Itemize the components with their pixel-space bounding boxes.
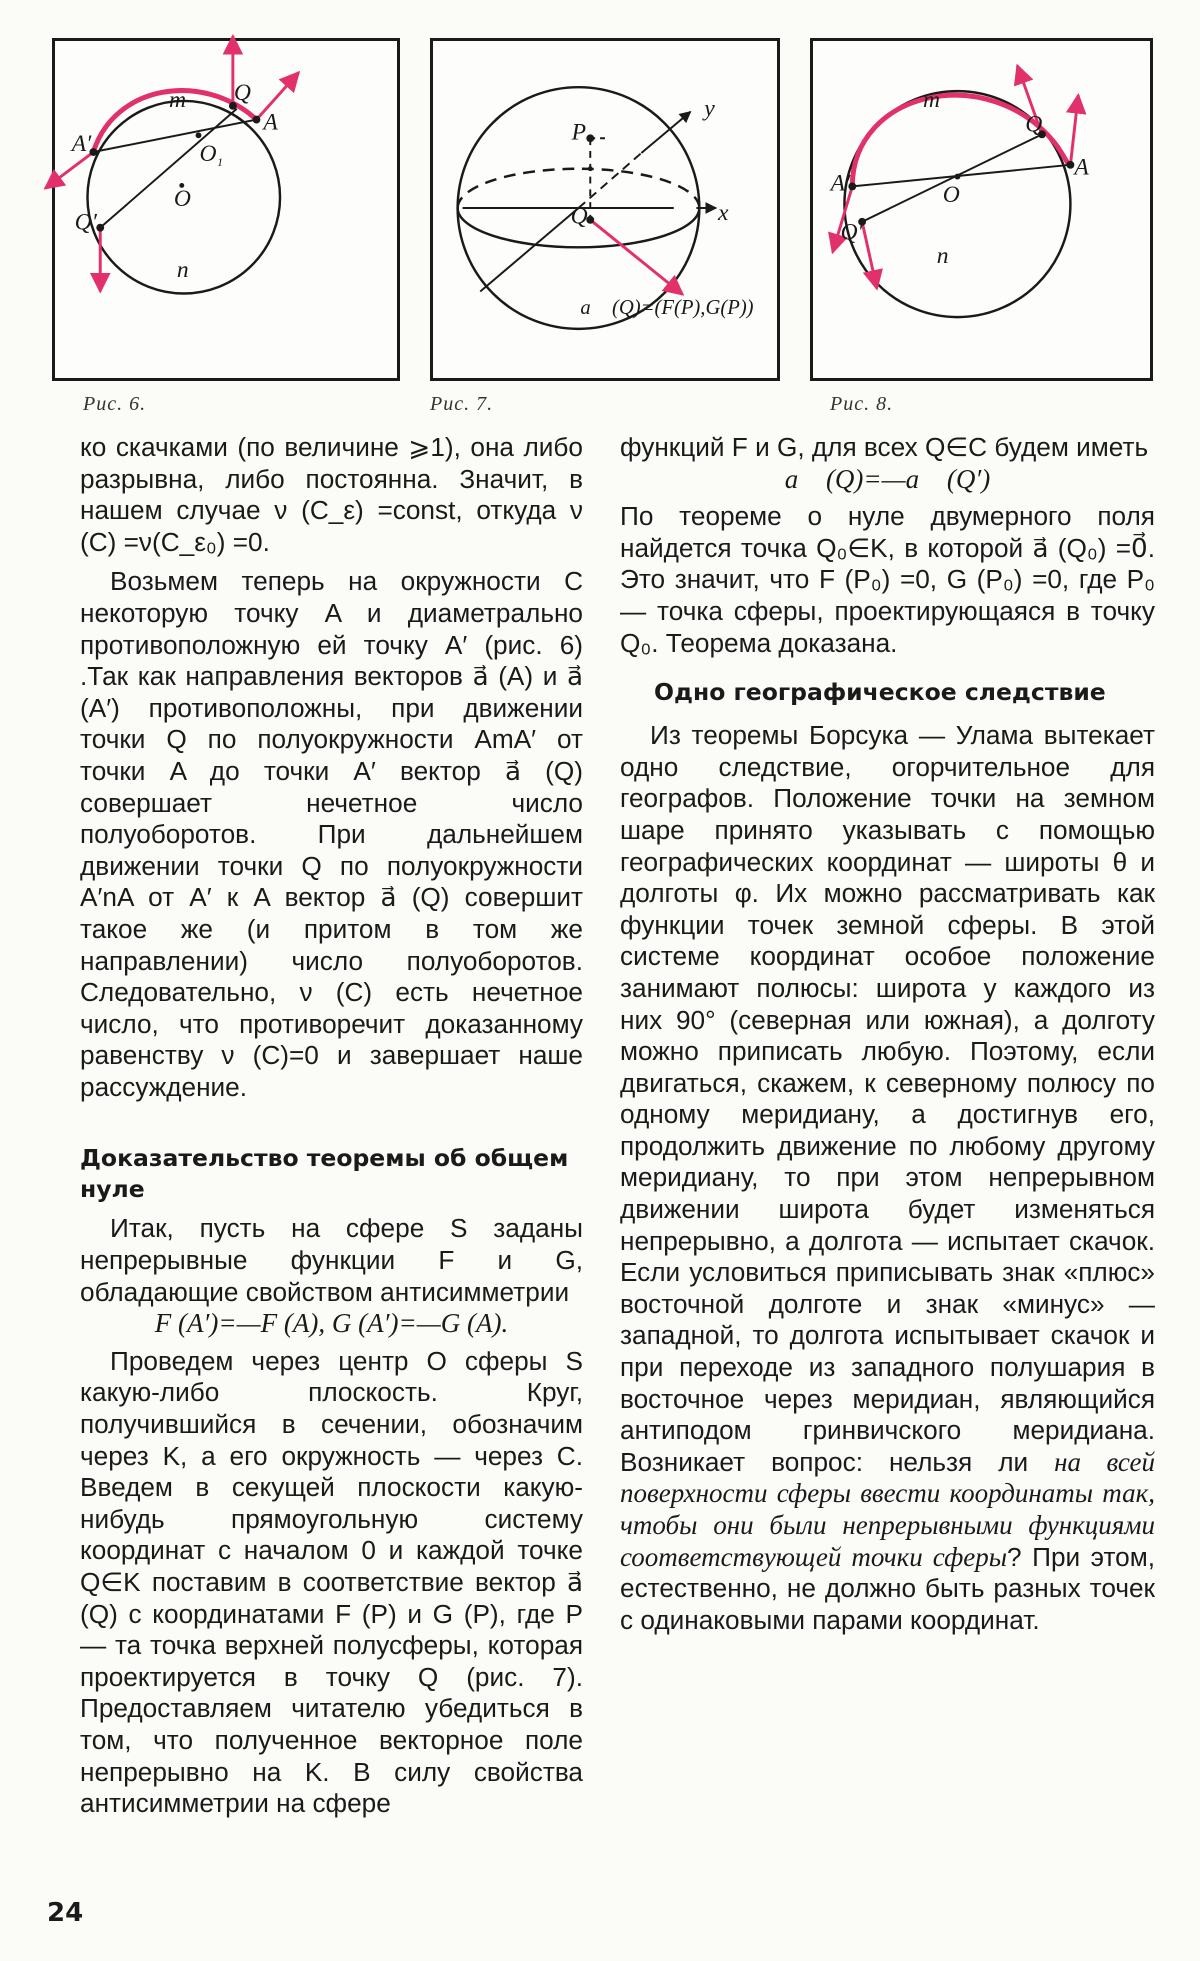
vector-a-prime [45,152,93,188]
label-a-prime: A′ [71,131,92,158]
page-number: 24 [47,1898,84,1928]
label-q-prime: Q′ [74,209,97,236]
label-m: m [923,86,941,113]
right-paragraph-1: функций F и G, для всех Q∈C будем иметь [620,432,1149,462]
right-paragraph-3-end: ? При этом, естественно, не должно быть разных точек с одинаковыми парами координат. [620,1541,1155,1635]
label-o: O [942,182,960,209]
label-q: Q [570,203,588,230]
figure-7-drawing [433,41,777,378]
label-m: m [169,86,187,113]
left-paragraph-1: ко скачками (по величине ⩾1), она либо разрывна, либо постоянна. Значит, в нашем случае ν (C_ε) =const, откуда ν (C) =ν(C_ε₀) =0. [80,432,583,557]
figure-8 [810,38,1153,381]
right-paragraph-3-text: Из теоремы Борсука — Улама вытекает одно следствие, огорчительное для географов. Положение точки на земном шаре принято указывать с помощью географических координат — широты θ и долготы φ. Их можно рассматривать как функции точек земной сферы. В этой системе координат особое положение занимают полюсы: широта у каждого из них 90° (северная или южная), а долготу можно приписать любую. Поэтому, если двигаться, скажем, к северному полюсу по одному меридиану, а достигнув его, продолжить движение по любому другому меридиану, то при этом непрерывном движении широта будет изменяться непрерывно, а долгота — испытает скачок. Если условиться приписывать знак «плюс» восточной долготе и знак «минус» — западной, то долгота испытывает скачок и при переходе из западного полушария в восточное через меридиан, являющийся антиподом гринвичского меридиана. Возникает вопрос: нельзя ли [620,720,1155,1477]
label-vector-formula: a⃗ (Q)=(F(P),G(P)) [580,297,754,320]
label-q: Q [1025,111,1043,138]
section-heading-geography: Одно географическое следствие [654,678,1106,707]
label-o1-sub: 1 [217,154,224,169]
equator-back [458,169,700,208]
chord-aa [93,120,256,152]
left-column [80,432,583,1820]
label-a-prime: A′ [830,170,851,197]
label-o: O [173,186,191,213]
label-a: A [263,109,278,136]
figure-6 [52,38,400,381]
left-paragraph-3: Итак, пусть на сфере S заданы непрерывные функции F и G, обладающие свойством антисимметрии [80,1213,583,1307]
label-a: A [1074,154,1089,181]
figure-8-drawing [813,41,1150,378]
caption-fig-7: Рис. 7. [430,393,494,415]
label-n: n [176,256,189,283]
caption-fig-8: Рис. 8. [830,393,894,415]
antisymmetry-formula: F (A′)=—F (A), G (A′)=—G (A). [154,1308,509,1339]
label-x: x [717,199,729,226]
left-paragraph-4: Проведем через центр O сферы S какую-либо плоскость. Круг, получившийся в сечении, обозначим через K, а его окружность — через C. Введем в секущей плоскости какую-нибудь прямоугольную систему координат с началом 0 и каждой точке Q∈K поставим в соответствие вектор a⃗ (Q) с координатами F (P) и G (P), где P — та точка верхней полусферы, которая проектируется в точку Q (рис. 7). Предоставляем читателю убедиться в том, что полученное векторное поле непрерывно на K. В силу свойства антисимметрии на сфере [80,1345,583,1819]
caption-fig-6: Рис. 6. [83,393,147,415]
right-paragraph-3-italic: на всей поверхности сферы ввести координаты так, чтобы они были непрерывными функциями соответствующей точки сферы [620,1446,1155,1572]
label-p: P [571,119,587,146]
label-q-prime: Q′ [840,219,863,246]
chord-qq [862,134,1042,221]
y-axis [480,208,578,292]
right-paragraph-3 [620,720,1155,1636]
label-o1: O [199,140,217,167]
right-column [620,432,1155,1636]
left-paragraph-2: Возьмем теперь на окружности C некоторую точку A и диаметрально противоположную ей точку A′ (рис. 6) .Так как направления векторов a⃗ (A) и a⃗ (A′) противоположны, при движении точки Q по полуокружности AmA′ от точки A до точки A′ вектор a⃗ (Q) совершает нечетное число полуоборотов. При дальнейшем движении точки Q по полуокружности A′nA от A′ к A вектор a⃗ (Q) совершит такое же (и притом в том же направлении) число полуоборотов. Следовательно, ν (C) есть нечетное число, что противоречит доказанному равенству ν (C)=0 и завершает наше рассуждение. [80,566,583,1102]
right-paragraph-2: По теореме о нуле двумерного поля найдется точка Q₀∈K, в которой a⃗ (Q₀) =0⃗. Это значит, что F (P₀) =0, G (P₀) =0, где P₀ — точка сферы, проектирующаяся в точку Q₀. Теорема доказана. [620,501,1155,658]
section-heading-proof: Доказательство теоремы об общем нуле [80,1144,569,1204]
label-q: Q [233,79,251,106]
chord-aa [852,165,1070,187]
vector-q-prime [862,222,877,289]
vector-a-q [590,220,682,295]
label-y: y [704,95,715,122]
vector-antisymmetry-formula: a⃗ (Q)=—a⃗ (Q′) [784,463,991,494]
figure-6-drawing [55,41,397,378]
figure-7 [430,38,780,381]
label-n: n [936,243,949,270]
